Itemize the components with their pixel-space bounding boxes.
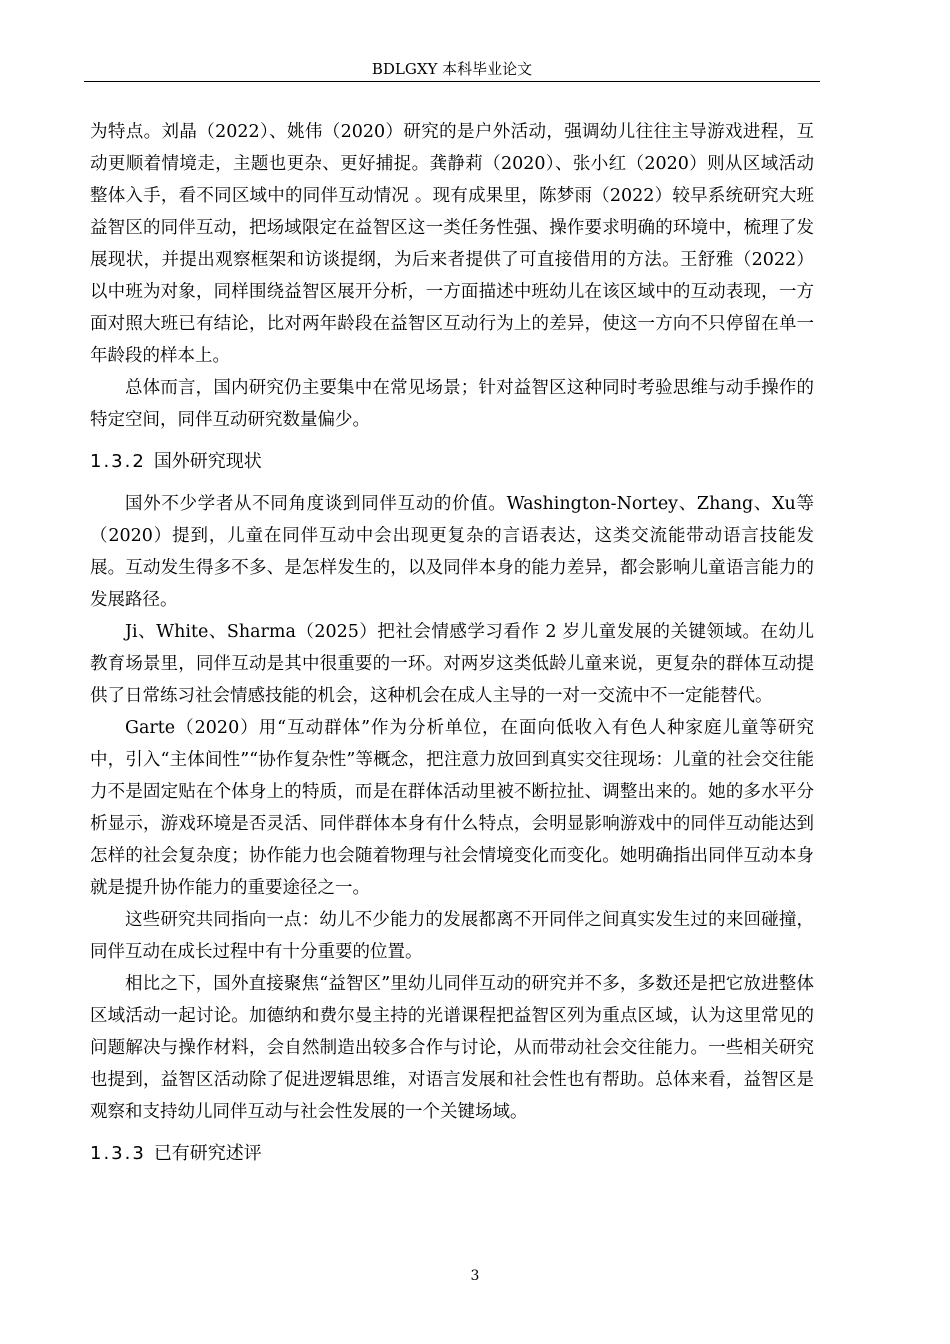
section-title: 国外研究现状 bbox=[153, 451, 262, 472]
paragraph-domestic-summary: 总体而言，国内研究仍主要集中在常见场景；针对益智区这种同时考验思维与动手操作的特定空间，同伴互动研究数量偏少。 bbox=[90, 378, 814, 430]
paragraph-domestic-review: 为特点。刘晶（2022）、姚伟（2020）研究的是户外活动，强调幼儿往往主导游戏进程，互动更顺着情境走，主题也更杂、更好捕捉。龚静莉（2020）、张小红（2020）则从区域活动整体入手，看不同区域中的同伴互动情况 。现有成果里，陈梦雨（2022）较早系统研究大班益智区的同伴互动，把场域限定在益智区这一类任务性强、操作要求明确的环境中，梳理了发展现状，并提出观察框架和访谈提纲，为后来者提供了可直接借用的方法。王舒雅（2022）以中班为对象，同样围绕益智区展开分析，一方面描述中班幼儿在该区域中的互动表现，一方面对照大班已有结论，比对两年龄段在益智区互动行为上的差异，使这一方向不只停留在单一年龄段的样本上。 bbox=[90, 122, 814, 366]
running-header: BDLGXY 本科毕业论文 bbox=[371, 60, 533, 78]
section-title: 已有研究述评 bbox=[153, 1143, 262, 1164]
section-number: 1.3.3 bbox=[90, 1143, 146, 1164]
body-text bbox=[90, 116, 814, 1170]
section-heading-1-3-3 bbox=[90, 1138, 814, 1170]
paragraph-foreign-language: 国外不少学者从不同角度谈到同伴互动的价值。Washington-Nortey、Zhang、Xu等（2020）提到，儿童在同伴互动中会出现更复杂的言语表达，这类交流能带动语言技能发展。互动发生得多不多、是怎样发生的，以及同伴本身的能力差异，都会影响儿童语言能力的发展路径。 bbox=[90, 494, 814, 610]
section-number: 1.3.2 bbox=[90, 451, 146, 472]
paragraph-foreign-social-emotional: Ji、White、Sharma（2025）把社会情感学习看作 2 岁儿童发展的关键领域。在幼儿教育场景里，同伴互动是其中很重要的一环。对两岁这类低龄儿童来说，更复杂的群体互动提供了日常练习社会情感技能的机会，这种机会在成人主导的一对一交流中不一定能替代。 bbox=[90, 622, 814, 706]
header-rule bbox=[84, 81, 820, 82]
page-number: 3 bbox=[470, 1268, 480, 1284]
paragraph-foreign-conclusion: 这些研究共同指向一点：幼儿不少能力的发展都离不开同伴之间真实发生过的来回碰撞，同伴互动在成长过程中有十分重要的位置。 bbox=[90, 910, 814, 962]
section-heading-1-3-2 bbox=[90, 446, 814, 478]
paragraph-foreign-puzzle-area: 相比之下，国外直接聚焦“益智区”里幼儿同伴互动的研究并不多，多数还是把它放进整体区域活动一起讨论。加德纳和费尔曼主持的光谱课程把益智区列为重点区域，认为这里常见的问题解决与操作材料，会自然制造出较多合作与讨论，从而带动社会交往能力。一些相关研究也提到，益智区活动除了促进逻辑思维，对语言发展和社会性也有帮助。总体来看，益智区是观察和支持幼儿同伴互动与社会性发展的一个关键场域。 bbox=[90, 974, 814, 1122]
paragraph-foreign-garte: Garte（2020）用“互动群体”作为分析单位，在面向低收入有色人种家庭儿童等研究中，引入“主体间性”“协作复杂性”等概念，把注意力放回到真实交往现场：儿童的社会交往能力不是固定贴在个体身上的特质，而是在群体活动里被不断拉扯、调整出来的。她的多水平分析显示，游戏环境是否灵活、同伴群体本身有什么特点，会明显影响游戏中的同伴互动能达到怎样的社会复杂度；协作能力也会随着物理与社会情境变化而变化。她明确指出同伴互动本身就是提升协作能力的重要途径之一。 bbox=[90, 718, 814, 898]
